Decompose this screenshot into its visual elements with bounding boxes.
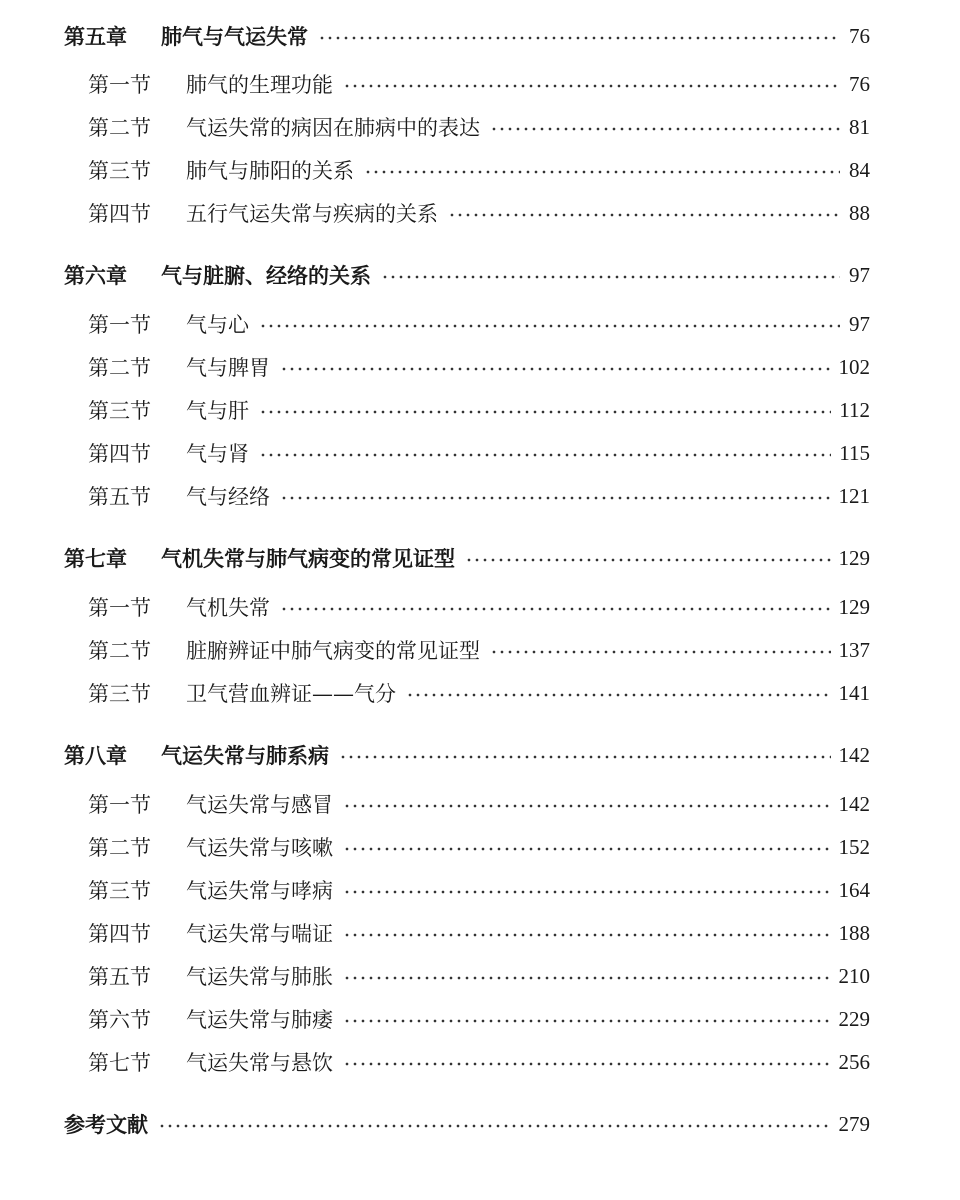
section-title: 气运失常与感冒 (186, 793, 333, 817)
dot-leader (343, 890, 831, 894)
dot-leader (343, 1019, 831, 1023)
section-title: 卫气营血辨证——气分 (186, 682, 396, 706)
section-title: 气运失常与肺胀 (186, 965, 333, 989)
page-number: 84 (849, 157, 870, 182)
toc-section-6-2[interactable] (88, 350, 870, 384)
section-label: 第三节 (88, 879, 151, 903)
chapter-label: 第八章 (64, 744, 127, 768)
section-title: 气机失常 (186, 596, 270, 620)
section-title: 肺气与肺阳的关系 (186, 159, 354, 183)
section-label: 第三节 (88, 682, 151, 706)
toc-section-8-7[interactable] (88, 1045, 870, 1079)
dot-leader (490, 127, 840, 131)
dot-leader (343, 976, 831, 980)
page-number: 137 (838, 637, 870, 662)
section-title: 气与肝 (186, 399, 249, 423)
toc-section-5-4[interactable] (88, 196, 870, 230)
dot-leader (343, 847, 831, 851)
page-number: 229 (838, 1006, 870, 1031)
dot-leader (343, 84, 840, 88)
toc-references[interactable] (64, 1107, 870, 1141)
section-title: 脏腑辨证中肺气病变的常见证型 (186, 639, 480, 663)
section-label: 第四节 (88, 922, 151, 946)
section-label: 第五节 (88, 965, 151, 989)
section-label: 第一节 (88, 313, 151, 337)
page-number: 142 (838, 742, 870, 767)
section-label: 第三节 (88, 399, 151, 423)
dot-leader (465, 558, 831, 562)
page-number: 112 (839, 397, 870, 422)
page-number: 142 (838, 791, 870, 816)
chapter-label: 第六章 (64, 264, 127, 288)
section-title: 气运失常与哮病 (186, 879, 333, 903)
dot-leader (280, 607, 831, 611)
section-label: 第一节 (88, 73, 151, 97)
section-label: 第六节 (88, 1008, 151, 1032)
toc-chapter-6[interactable] (64, 258, 870, 292)
section-title: 五行气运失常与疾病的关系 (186, 202, 438, 226)
toc-section-8-5[interactable] (88, 959, 870, 993)
toc-section-5-2[interactable] (88, 110, 870, 144)
page-number: 97 (849, 311, 870, 336)
toc-section-5-3[interactable] (88, 153, 870, 187)
toc-section-8-2[interactable] (88, 830, 870, 864)
toc-section-5-1[interactable] (88, 67, 870, 101)
section-label: 第一节 (88, 596, 151, 620)
page-number: 76 (849, 71, 870, 96)
toc-section-8-6[interactable] (88, 1002, 870, 1036)
section-label: 第二节 (88, 639, 151, 663)
page-number: 121 (838, 483, 870, 508)
section-title: 气与肾 (186, 442, 249, 466)
page-number: 129 (838, 545, 870, 570)
section-label: 第四节 (88, 442, 151, 466)
section-label: 第七节 (88, 1051, 151, 1075)
page-number: 256 (838, 1049, 870, 1074)
dot-leader (364, 170, 840, 174)
page-number: 164 (838, 877, 870, 902)
section-title: 气运失常与悬饮 (186, 1051, 333, 1075)
chapter-title: 气运失常与肺系病 (161, 744, 329, 768)
toc-chapter-7[interactable] (64, 541, 870, 575)
chapter-title: 气机失常与肺气病变的常见证型 (161, 547, 455, 571)
section-title: 肺气的生理功能 (186, 73, 333, 97)
section-title: 气运失常的病因在肺病中的表达 (186, 116, 480, 140)
section-title: 气与经络 (186, 485, 270, 509)
chapter-title: 肺气与气运失常 (161, 25, 308, 49)
section-title: 气运失常与咳嗽 (186, 836, 333, 860)
section-title: 气与脾胃 (186, 356, 270, 380)
toc-section-6-1[interactable] (88, 307, 870, 341)
section-label: 第五节 (88, 485, 151, 509)
toc-section-8-1[interactable] (88, 787, 870, 821)
section-title: 气运失常与肺痿 (186, 1008, 333, 1032)
chapter-label: 第五章 (64, 25, 127, 49)
dot-leader (381, 275, 840, 279)
chapter-label: 第七章 (64, 547, 127, 571)
dot-leader (343, 804, 831, 808)
toc-section-6-4[interactable] (88, 436, 870, 470)
toc-section-7-3[interactable] (88, 676, 870, 710)
page-number: 188 (838, 920, 870, 945)
section-label: 第三节 (88, 159, 151, 183)
toc-chapter-8[interactable] (64, 738, 870, 772)
toc-section-8-3[interactable] (88, 873, 870, 907)
page-number: 279 (838, 1111, 870, 1136)
dot-leader (406, 693, 831, 697)
section-label: 第一节 (88, 793, 151, 817)
dot-leader (280, 496, 831, 500)
dot-leader (280, 367, 831, 371)
page-number: 129 (838, 594, 870, 619)
dot-leader (259, 410, 831, 414)
dot-leader (318, 36, 840, 40)
section-label: 第二节 (88, 356, 151, 380)
section-label: 第二节 (88, 116, 151, 140)
dot-leader (490, 650, 831, 654)
toc-section-7-1[interactable] (88, 590, 870, 624)
toc-chapter-5[interactable] (64, 19, 870, 53)
page-number: 76 (849, 23, 870, 48)
page-number: 152 (838, 834, 870, 859)
dot-leader (343, 933, 831, 937)
section-title: 气与心 (186, 313, 249, 337)
page-number: 141 (838, 680, 870, 705)
section-title: 气运失常与喘证 (186, 922, 333, 946)
dot-leader (259, 453, 831, 457)
toc-section-6-3[interactable] (88, 393, 870, 427)
page-number: 102 (838, 354, 870, 379)
section-label: 第二节 (88, 836, 151, 860)
page-number: 88 (849, 200, 870, 225)
page-number: 210 (838, 963, 870, 988)
chapter-title: 气与脏腑、经络的关系 (161, 264, 371, 288)
dot-leader (339, 755, 831, 759)
toc-section-6-5[interactable] (88, 479, 870, 513)
dot-leader (259, 324, 840, 328)
dot-leader (448, 213, 840, 217)
dot-leader (343, 1062, 831, 1066)
references-title: 参考文献 (64, 1113, 148, 1137)
section-label: 第四节 (88, 202, 151, 226)
page-number: 81 (849, 114, 870, 139)
dot-leader (158, 1124, 831, 1128)
page-number: 97 (849, 262, 870, 287)
toc-section-7-2[interactable] (88, 633, 870, 667)
toc-section-8-4[interactable] (88, 916, 870, 950)
page-number: 115 (839, 440, 870, 465)
